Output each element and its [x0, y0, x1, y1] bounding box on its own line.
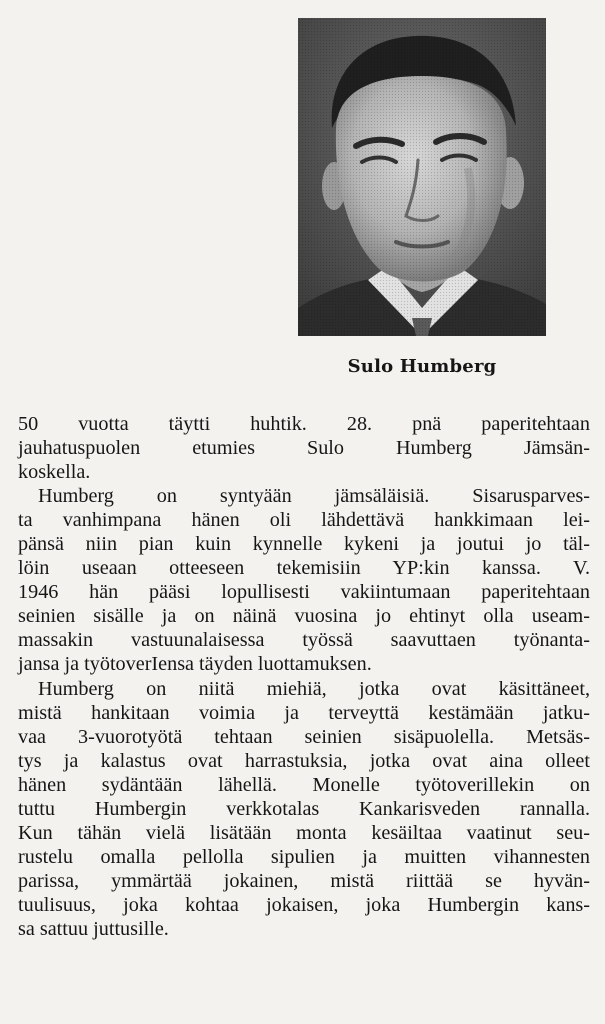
- article-line: Humberg on syntyään jämsäläisiä. Sisarusparves-: [38, 485, 590, 508]
- article-line: massakin vastuunalaisessa työssä saavuttaen työnanta-: [18, 629, 590, 652]
- article-line: jauhatuspuolen etumies Sulo Humberg Jämsän-: [18, 437, 590, 460]
- article-line: ta vanhimpana hänen oli lähdettävä hankkimaan lei-: [18, 509, 590, 532]
- article-line: Kun tähän vielä lisätään monta kesäiltaa vaatinut seu-: [18, 821, 590, 844]
- portrait-icon: [298, 18, 546, 336]
- article-line: tuttu Humbergin verkkotalas Kankarisveden rannalla.: [18, 797, 590, 820]
- photo-caption: Sulo Humberg: [347, 356, 497, 377]
- article-line: rustelu omalla pellolla sipulien ja muitten vihannesten: [18, 845, 590, 868]
- article-line: tuulisuus, joka kohtaa jokaisen, joka Humbergin kans-: [18, 893, 590, 916]
- article-line: 1946 hän pääsi lopullisesti vakiintumaan paperitehtaan: [18, 581, 590, 604]
- article-line: sa sattuu juttusille.: [18, 917, 169, 940]
- article-line: vaa 3-vuorotyötä tehtaan seinien sisäpuolella. Metsäs-: [18, 725, 590, 748]
- article-line: koskella.: [18, 461, 91, 484]
- article-line: jansa ja työtoverIensa täyden luottamuksen.: [18, 653, 372, 676]
- article-line: mistä hankitaan voimia ja terveyttä kestämään jatku-: [18, 701, 590, 724]
- article-body: [18, 412, 590, 941]
- article-line: tys ja kalastus ovat harrastuksia, jotka ovat aina olleet: [18, 749, 590, 772]
- article-line: löin useaan otteeseen tekemisiin YP:kin kanssa. V.: [18, 557, 590, 580]
- article-line: hänen sydäntään lähellä. Monelle työtoverillekin on: [18, 773, 590, 796]
- portrait-photo: [298, 18, 546, 336]
- article-line: Humberg on niitä miehiä, jotka ovat käsittäneet,: [38, 677, 590, 700]
- article-line: seinien sisälle ja on näinä vuosina jo ehtinyt olla useam-: [18, 605, 590, 628]
- article-line: pänsä niin pian kuin kynnelle kykeni ja joutui jo täl-: [18, 533, 590, 556]
- article-line: 50 vuotta täytti huhtik. 28. pnä paperitehtaan: [18, 413, 590, 435]
- article-line: parissa, ymmärtää jokainen, mistä riittää se hyvän-: [18, 869, 590, 892]
